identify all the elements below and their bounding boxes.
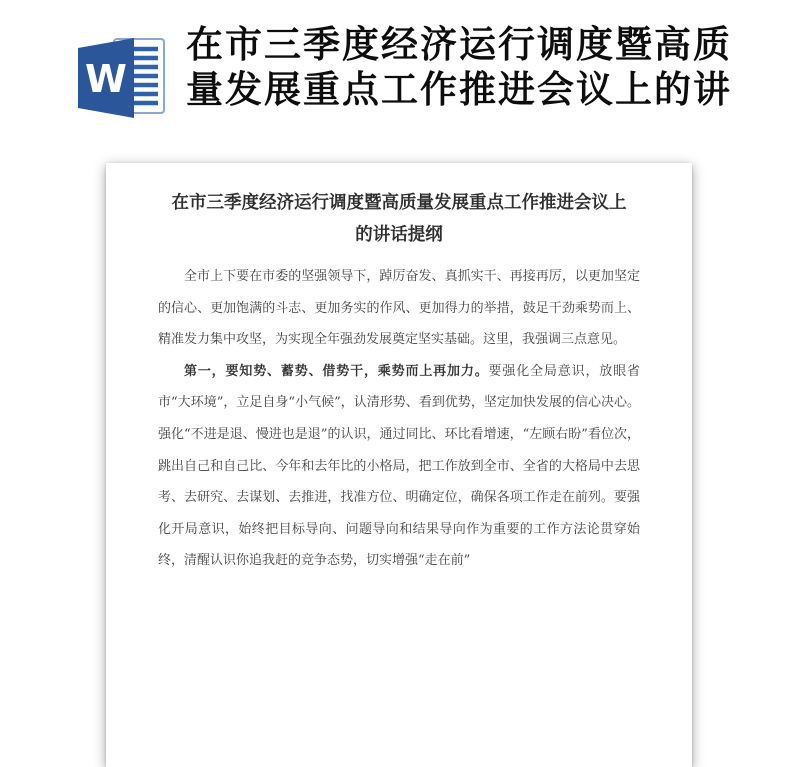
document-page — [106, 163, 692, 767]
header — [0, 0, 800, 150]
paragraph-2 — [158, 356, 640, 577]
paragraph-2-bold-lead: 第一，要知势、蓄势、借势干，乘势而上再加力。 — [184, 363, 489, 379]
page-title — [186, 22, 732, 112]
word-icon-letter: W — [85, 57, 127, 101]
paragraph-1 — [158, 261, 640, 356]
document-title-line-1: 在市三季度经济运行调度暨高质量发展重点工作推进会议上 — [171, 193, 627, 213]
paragraph-1-text: 全市上下要在市委的坚强领导下，踔厉奋发、真抓实干、再接再厉，以更加坚定的信心、更加饱满的斗志、更加务实的作风、更加得力的举措，鼓足干劲乘势而上、精准发力集中攻坚，为实现全年强劲发展奠定坚实基础。这里，我强调三点意见。 — [158, 269, 640, 348]
page-title-line-1: 在市三季度经济运行调度暨高质 — [186, 24, 732, 65]
word-icon-graphic — [76, 36, 168, 120]
document-title-line-2: 的讲话提纲 — [355, 225, 443, 245]
document-preview-area — [0, 150, 800, 569]
document-title — [158, 187, 640, 251]
page-title-line-2: 量发展重点工作推进会议上的讲 — [186, 69, 732, 110]
paragraph-2-text: 要强化全局意识，放眼省市“大环境”，立足自身“小气候”，认清形势、看到优势，坚定加快发展的信心决心。强化“不进是退、慢进也是退”的认识，通过同比、环比看增速，“左顾右盼”看位次，跳出自己和自己比、今年和去年比的小格局，把工作放到全市、全省的大格局中去思考、去研究、去谋划、去推进，找准方位、明确定位，确保各项工作走在前列。要强化开局意识，始终把目标导向、问题导向和结果导向作为重要的工作方法论贯穿始终，清醒认识你追我赶的竞争态势，切实增强“走在前” — [158, 363, 640, 569]
word-doc-icon — [76, 36, 168, 120]
